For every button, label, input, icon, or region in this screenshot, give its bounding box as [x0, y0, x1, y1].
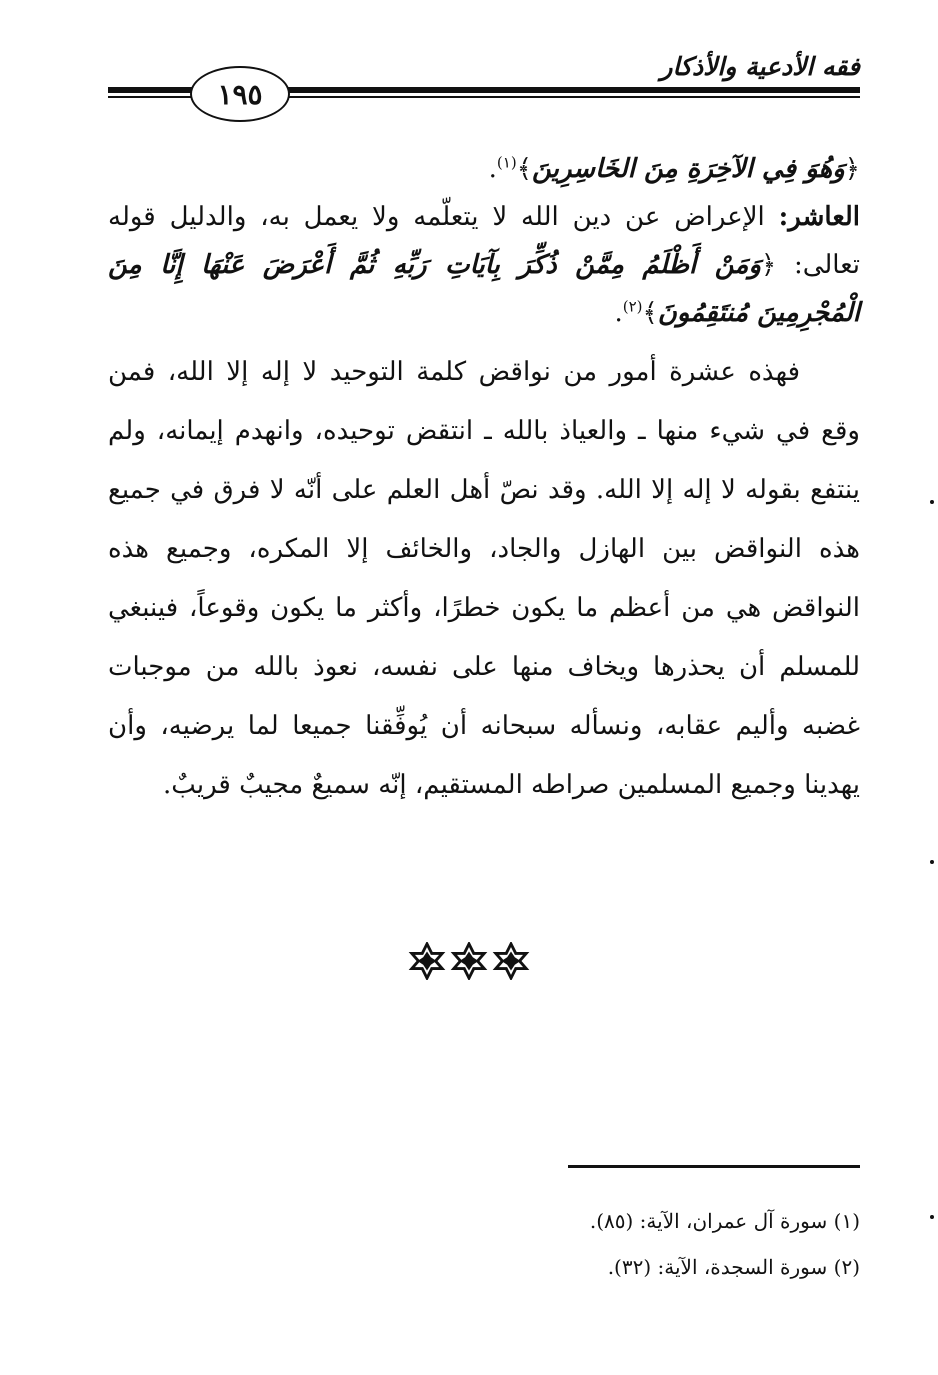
- paragraph-text: الإعراض عن دين الله لا يتعلّمه ولا يعمل به، والدليل قوله تعالى:: [108, 202, 860, 280]
- quran-open-bracket: ﴿: [844, 154, 860, 184]
- footnote-2: (٢) سورة السجدة، الآية: (٣٢).: [607, 1255, 860, 1279]
- star-ornament-icon: [408, 942, 446, 980]
- paragraph-label: العاشر:: [778, 202, 861, 232]
- margin-mark: [930, 500, 934, 504]
- margin-mark: [930, 1215, 934, 1219]
- paragraph-quran-end: [108, 145, 860, 193]
- running-header-title: فقه الأدعية والأذكار: [660, 52, 860, 81]
- margin-mark: [930, 860, 934, 864]
- footnotes: [440, 1198, 860, 1290]
- star-ornament-icon: [450, 942, 488, 980]
- header-rule-thick: [272, 87, 860, 93]
- quran-open-bracket: ﴿: [761, 250, 777, 280]
- page-number: ١٩٥: [190, 66, 290, 122]
- header-rule-thin: [272, 96, 860, 98]
- star-ornament-icon: [492, 942, 530, 980]
- quran-close-bracket: ﴾: [516, 154, 532, 184]
- quran-close-bracket: ﴾: [642, 298, 658, 328]
- main-text: [108, 145, 860, 815]
- footnote-separator: [568, 1165, 860, 1168]
- sentence-end: .: [614, 298, 623, 328]
- paragraph-conclusion: فهذه عشرة أمور من نواقض كلمة التوحيد لا إله إلا الله، فمن وقع في شيء منها ـ والعياذ بالله ـ انتقض توحيده، وانهدم إيمانه، ولم ينتفع بقوله لا إله إلا الله. وقد نصّ أهل العلم على أنّه لا فرق في جميع هذه النواقض بين الهازل والجاد، والخائف إلا المكره، وجميع هذه النواقض هي من أعظم ما يكون خطرًا، وأكثر ما يكون وقوعاً، فينبغي للمسلم أن يحذرها ويخاف منها على نفسه، نعوذ بالله من موجبات غضبه وأليم عقابه، ونسأله سبحانه أن يُوفِّقنا جميعا لما يرضيه، وأن يهدينا وجميع المسلمين صراطه المستقيم، إنّه سميعٌ مجيبٌ قريبٌ.: [108, 357, 860, 800]
- section-ornament: [0, 942, 938, 980]
- footnote-ref-2: (٢): [622, 297, 643, 316]
- quran-verse: وَهُوَ فِي الآخِرَةِ مِنَ الخَاسِرِينَ: [531, 154, 845, 184]
- quran-verse: وَمَنْ أَظْلَمُ مِمَّنْ ذُكِّرَ بِآيَاتِ رَبِّهِ ثُمَّ أَعْرَضَ عَنْهَا إِنَّا مِنَ الْمُجْرِمِينَ مُنتَقِمُونَ: [108, 250, 860, 328]
- footnote-ref-1: (١): [496, 153, 517, 172]
- footnote-1: (١) سورة آل عمران، الآية: (٨٥).: [589, 1209, 860, 1233]
- sentence-end: .: [488, 154, 497, 184]
- paragraph-tenth: [108, 193, 860, 337]
